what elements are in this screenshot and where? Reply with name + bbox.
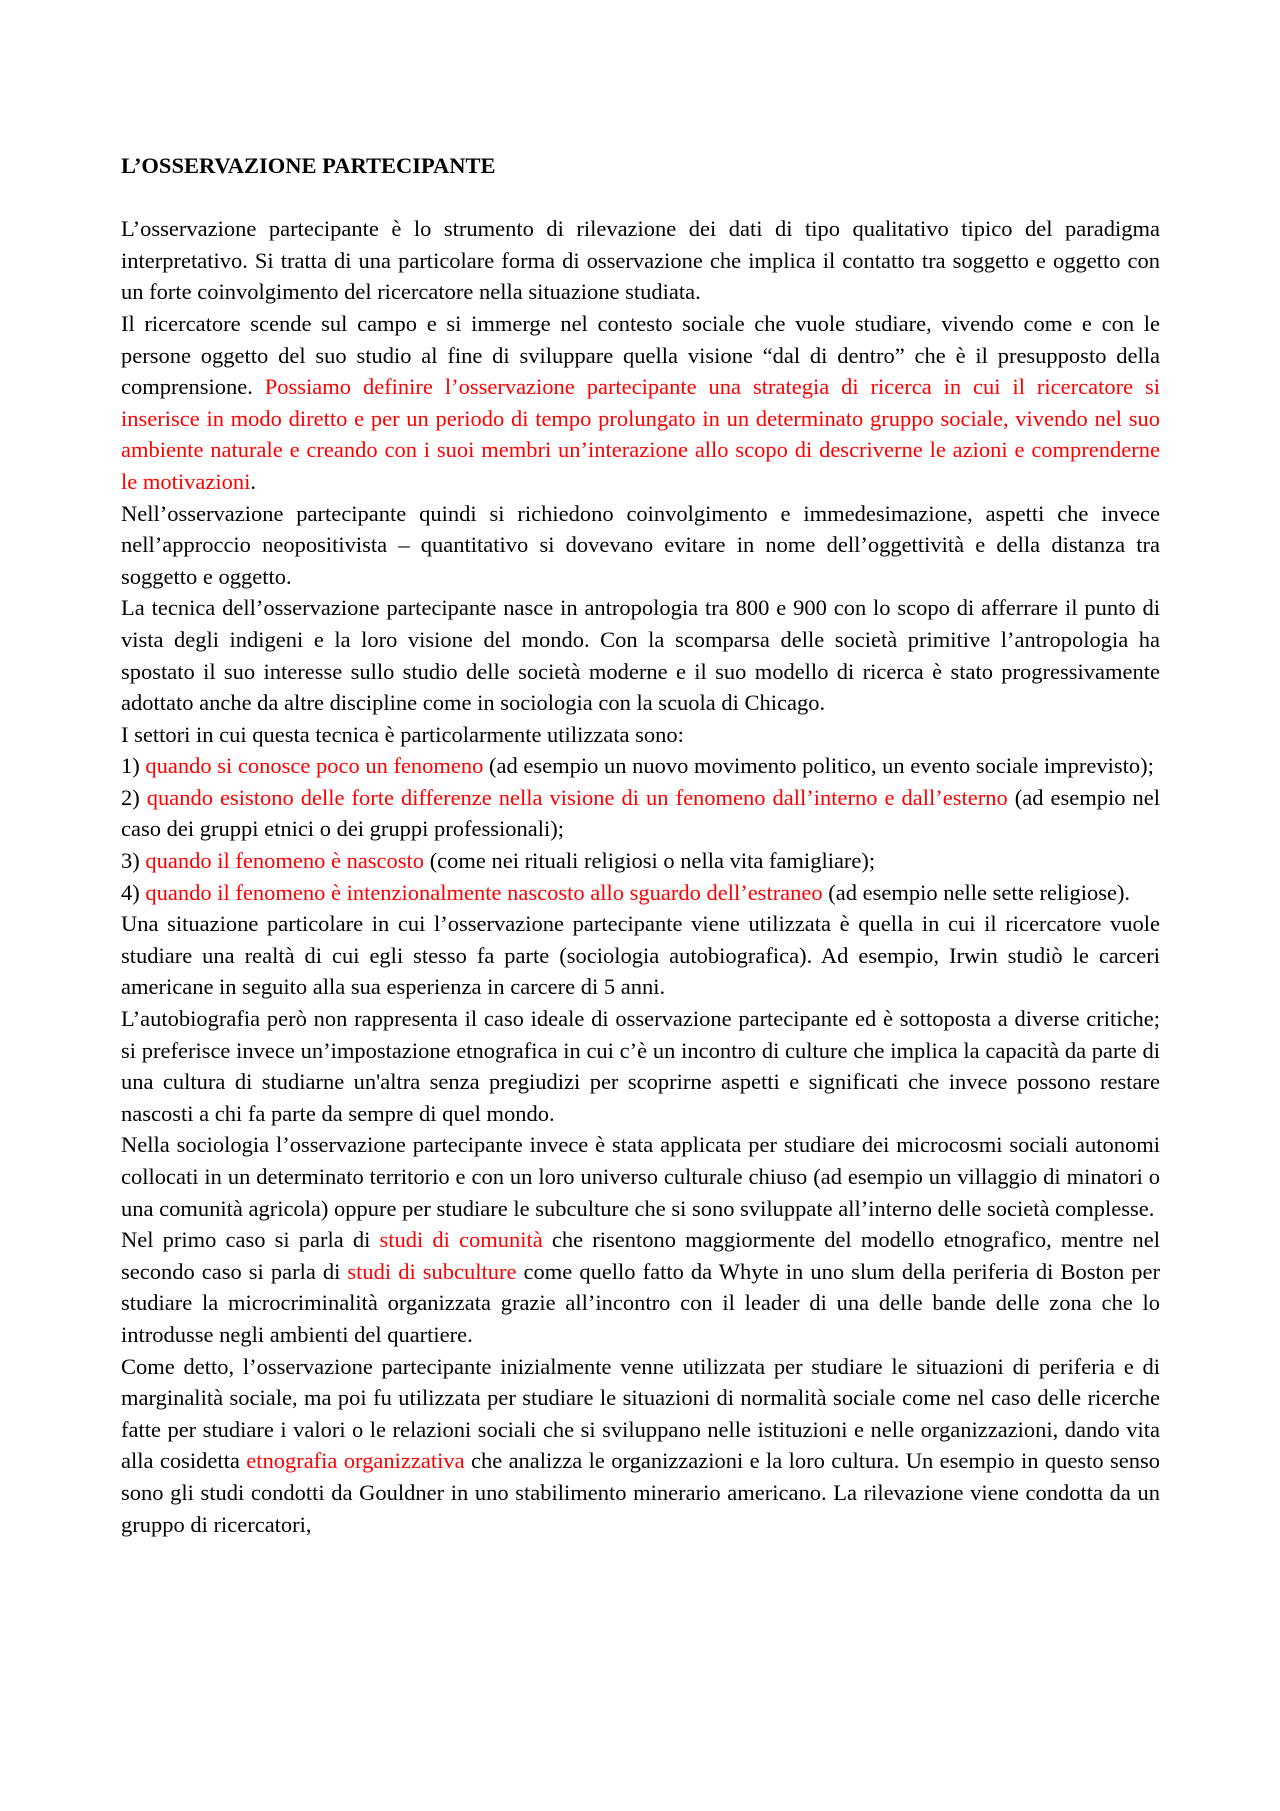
body-text: Il ricercatore scende sul campo e si immerge nel contesto sociale che vuole studiare, vivendo come e con le persone oggetto del suo studio al fine di sviluppare quella visione “dal di dentro” che è il presupposto della comprensione. — [121, 310, 1160, 400]
highlighted-text: studi di comunità — [379, 1227, 543, 1253]
body-text: I settori in cui questa tecnica è particolarmente utilizzata sono: — [121, 721, 684, 747]
paragraph — [121, 750, 1160, 782]
document-title: L’OSSERVAZIONE PARTECIPANTE — [121, 153, 496, 178]
body-text: 4) — [121, 879, 146, 905]
body-text: Nell’osservazione partecipante quindi si richiedono coinvolgimento e immedesimazione, aspetti che invece nell’approccio neopositivista – quantitativo si dovevano evitare in nome dell’oggettività e della distanza tra soggetto e oggetto. — [121, 500, 1160, 589]
paragraph — [121, 308, 1160, 498]
paragraph — [121, 213, 1160, 308]
highlighted-text: quando esistono delle forte differenze nella visione di un fenomeno dall’interno e dall’esterno — [146, 784, 1008, 810]
body-text: Nella sociologia l’osservazione partecipante invece è stata applicata per studiare dei microcosmi sociali autonomi collocati in un determinato territorio e con un loro universo culturale chiuso (ad esempio un villaggio di minatori o una comunità agricola) oppure per studiare le subculture che si sono sviluppate all’interno delle società complesse. — [121, 1132, 1160, 1221]
paragraph — [121, 1224, 1160, 1350]
paragraph-container — [121, 213, 1160, 1540]
body-text: che risentono maggiormente del modello etnografico, mentre nel secondo caso si parla di — [121, 1227, 1160, 1284]
body-text: Nel primo caso si parla di — [121, 1227, 380, 1253]
paragraph — [121, 1003, 1160, 1129]
body-text: Una situazione particolare in cui l’osservazione partecipante viene utilizzata è quella in cui il ricercatore vuole studiare una realtà di cui egli stesso fa parte (sociologia autobiografica). Ad esempio, Irwin studiò le carceri americane in seguito alla sua esperienza in carcere di 5 anni. — [121, 911, 1160, 1000]
paragraph — [121, 782, 1160, 845]
body-text: (come nei rituali religiosi o nella vita famigliare); — [424, 848, 876, 874]
paragraph — [121, 845, 1160, 877]
body-text: L’autobiografia però non rappresenta il caso ideale di osservazione partecipante ed è sottoposta a diverse critiche; si preferisce invece un’impostazione etnografica in cui c’è un incontro di culture che implica la capacità da parte di una cultura di studiarne un'altra senza pregiudizi per scoprirne aspetti e significati che invece possono restare nascosti a chi fa parte da sempre di quel mondo. — [121, 1006, 1160, 1126]
highlighted-text: quando si conosce poco un fenomeno — [145, 753, 484, 779]
body-text: (ad esempio nelle sette religiose). — [822, 879, 1131, 905]
body-text: La tecnica dell’osservazione partecipante nasce in antropologia tra 800 e 900 con lo scopo di afferrare il punto di vista degli indigeni e la loro visione del mondo. Con la scomparsa delle società primitive l’antropologia ha spostato il suo interesse sullo studio delle società moderne e il suo modello di ricerca è stato progressivamente adottato anche da altre discipline come in sociologia con la scuola di Chicago. — [121, 595, 1160, 716]
paragraph — [121, 877, 1160, 909]
body-text: . — [250, 468, 256, 494]
paragraph — [121, 498, 1160, 593]
highlighted-text: quando il fenomeno è nascosto — [145, 848, 425, 874]
paragraph — [121, 719, 1160, 751]
body-text: (ad esempio nel caso dei gruppi etnici o dei gruppi professionali); — [121, 784, 1160, 842]
body-text: che analizza le organizzazioni e la loro cultura. Un esempio in questo senso sono gli studi condotti da Gouldner in uno stabilimento minerario americano. La rilevazione viene condotta da un gruppo di ricercatori, — [121, 1448, 1160, 1537]
paragraph — [121, 908, 1160, 1003]
highlighted-text: Possiamo definire l’osservazione partecipante una strategia di ricerca in cui il ricercatore si inserisce in modo diretto e per un periodo di tempo prolungato in un determinato gruppo sociale, vivendo nel suo ambiente naturale e creando con i suoi membri un’interazione allo scopo di descriverne le azioni e comprenderne le motivazioni — [121, 374, 1160, 494]
body-text: L’osservazione partecipante è lo strumento di rilevazione dei dati di tipo qualitativo tipico del paradigma interpretativo. Si tratta di una particolare forma di osservazione che implica il contatto tra soggetto e oggetto con un forte coinvolgimento del ricercatore nella situazione studiata. — [121, 216, 1160, 305]
paragraph — [121, 1129, 1160, 1224]
document-body — [121, 150, 1160, 1540]
body-text: come quello fatto da Whyte in uno slum della periferia di Boston per studiare la microcriminalità organizzata grazie all’incontro con il leader di una delle bande delle zona che lo introdusse negli ambienti del quartiere. — [121, 1258, 1161, 1347]
body-text: Come detto, l’osservazione partecipante inizialmente venne utilizzata per studiare le situazioni di periferia e di marginalità sociale, ma poi fu utilizzata per studiare le situazioni di normalità sociale come nel caso delle ricerche fatte per studiare i valori o le relazioni sociali che si sviluppano nelle istituzioni e nelle organizzazioni, dando vita alla cosidetta — [121, 1353, 1160, 1474]
paragraph — [121, 592, 1160, 718]
highlighted-text: studi di subculture — [347, 1258, 517, 1284]
body-text: 3) — [121, 848, 146, 874]
body-text: 2) — [121, 784, 147, 810]
body-text: (ad esempio un nuovo movimento politico, un evento sociale imprevisto); — [483, 753, 1154, 779]
highlighted-text: quando il fenomeno è intenzionalmente nascosto allo sguardo dell’estraneo — [145, 879, 823, 905]
body-text: 1) — [121, 753, 146, 779]
paragraph — [121, 1351, 1160, 1541]
highlighted-text: etnografia organizzativa — [246, 1448, 465, 1474]
